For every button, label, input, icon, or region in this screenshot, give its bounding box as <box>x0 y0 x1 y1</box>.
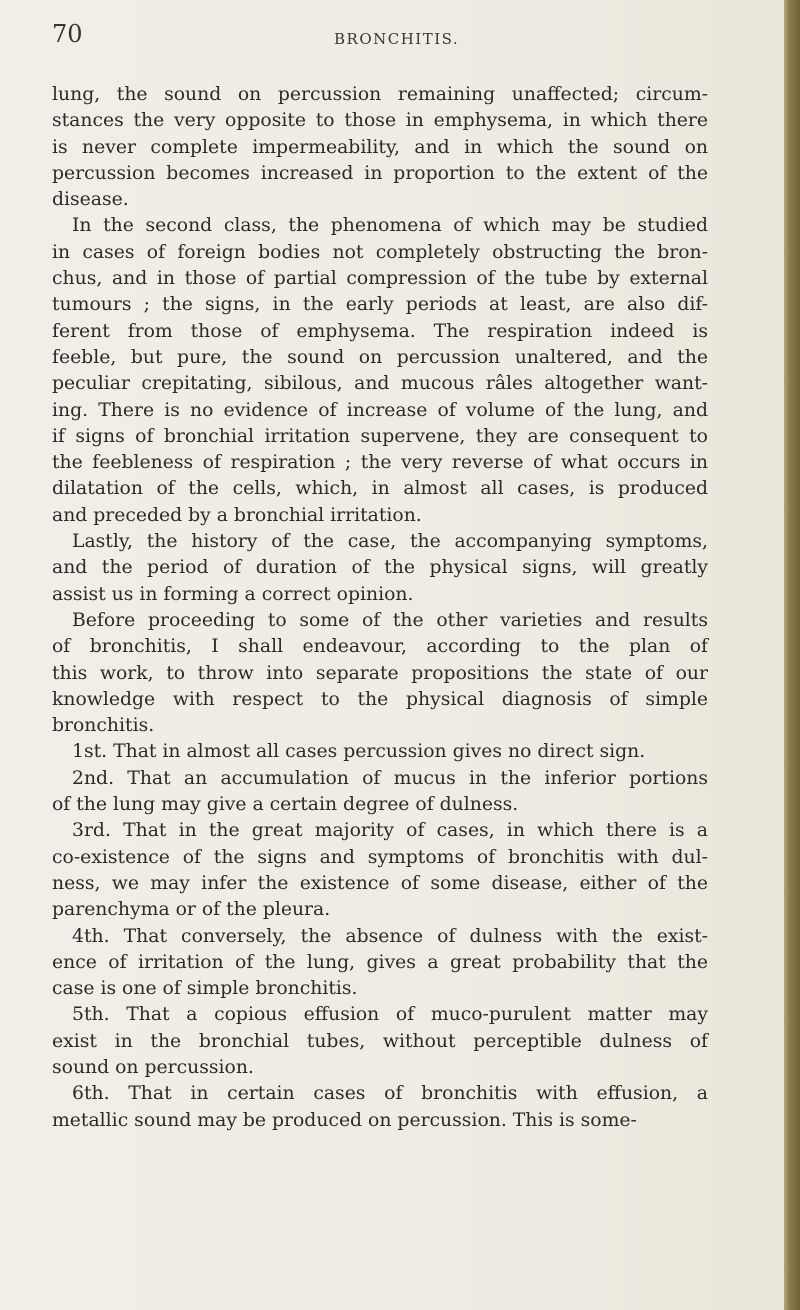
text-line: bronchitis. <box>52 715 155 737</box>
text-line: the feebleness of respiration ; the very reverse of what occurs in <box>52 452 708 474</box>
text-line: 5th. That a copious effusion of muco-purulent matter may <box>72 1004 708 1026</box>
text-line: stances the very opposite to those in emphysema, in which there <box>52 110 708 132</box>
text-line: dilatation of the cells, which, in almost all cases, is produced <box>52 478 708 500</box>
text-line: percussion becomes increased in proportion to the extent of the <box>52 162 708 184</box>
text-line: case is one of simple bronchitis. <box>52 978 358 1000</box>
text-line: 3rd. That in the great majority of cases, in which there is a <box>72 820 708 842</box>
text-line: tumours ; the signs, in the early periods at least, are also dif- <box>52 294 708 316</box>
text-line: parenchyma or of the pleura. <box>52 899 331 921</box>
text-line: 6th. That in certain cases of bronchitis with effusion, a <box>72 1083 708 1105</box>
text-line: disease. <box>52 189 129 211</box>
body-text <box>52 82 708 1134</box>
text-line: sound on percussion. <box>52 1056 254 1078</box>
running-head: BRONCHITIS. <box>334 30 460 48</box>
text-line: ferent from those of emphysema. The respiration indeed is <box>52 320 708 342</box>
text-line: peculiar crepitating, sibilous, and mucous râles altogether want- <box>52 373 708 395</box>
text-line: knowledge with respect to the physical diagnosis of simple <box>52 688 708 710</box>
text-line: this work, to throw into separate propositions the state of our <box>52 662 708 684</box>
text-line: ing. There is no evidence of increase of volume of the lung, and <box>52 399 708 421</box>
text-line: of the lung may give a certain degree of dulness. <box>52 794 519 816</box>
text-line: 2nd. That an accumulation of mucus in the inferior portions <box>72 767 708 789</box>
text-line: chus, and in those of partial compression of the tube by external <box>52 268 708 290</box>
text-line: 4th. That conversely, the absence of dulness with the exist- <box>72 925 708 947</box>
page-number: 70 <box>52 20 83 48</box>
text-line: 1st. That in almost all cases percussion gives no direct sign. <box>72 741 646 763</box>
text-line: co-existence of the signs and symptoms of bronchitis with dul- <box>52 846 708 868</box>
text-line: and the period of duration of the physical signs, will greatly <box>52 557 708 579</box>
text-line: lung, the sound on percussion remaining unaffected; circum- <box>52 84 708 105</box>
text-line: assist us in forming a correct opinion. <box>52 583 414 605</box>
text-line: ence of irritation of the lung, gives a great probability that the <box>52 951 708 973</box>
text-line: in cases of foreign bodies not completely obstructing the bron- <box>52 241 708 263</box>
text-line: exist in the bronchial tubes, without perceptible dulness of <box>52 1030 708 1052</box>
text-line: is never complete impermeability, and in which the sound on <box>52 136 708 158</box>
text-line: of bronchitis, I shall endeavour, according to the plan of <box>52 636 708 658</box>
text-line: feeble, but pure, the sound on percussion unaltered, and the <box>52 346 708 368</box>
text-line: and preceded by a bronchial irritation. <box>52 504 422 526</box>
text-line: ness, we may infer the existence of some disease, either of the <box>52 872 708 894</box>
text-line: In the second class, the phenomena of which may be studied <box>72 215 708 237</box>
text-line: Lastly, the history of the case, the accompanying symptoms, <box>72 531 708 553</box>
text-line: if signs of bronchial irritation supervene, they are consequent to <box>52 425 708 447</box>
text-line: Before proceeding to some of the other varieties and results <box>72 609 708 631</box>
book-binding-edge <box>784 0 800 1310</box>
text-line: metallic sound may be produced on percussion. This is some- <box>52 1109 637 1131</box>
